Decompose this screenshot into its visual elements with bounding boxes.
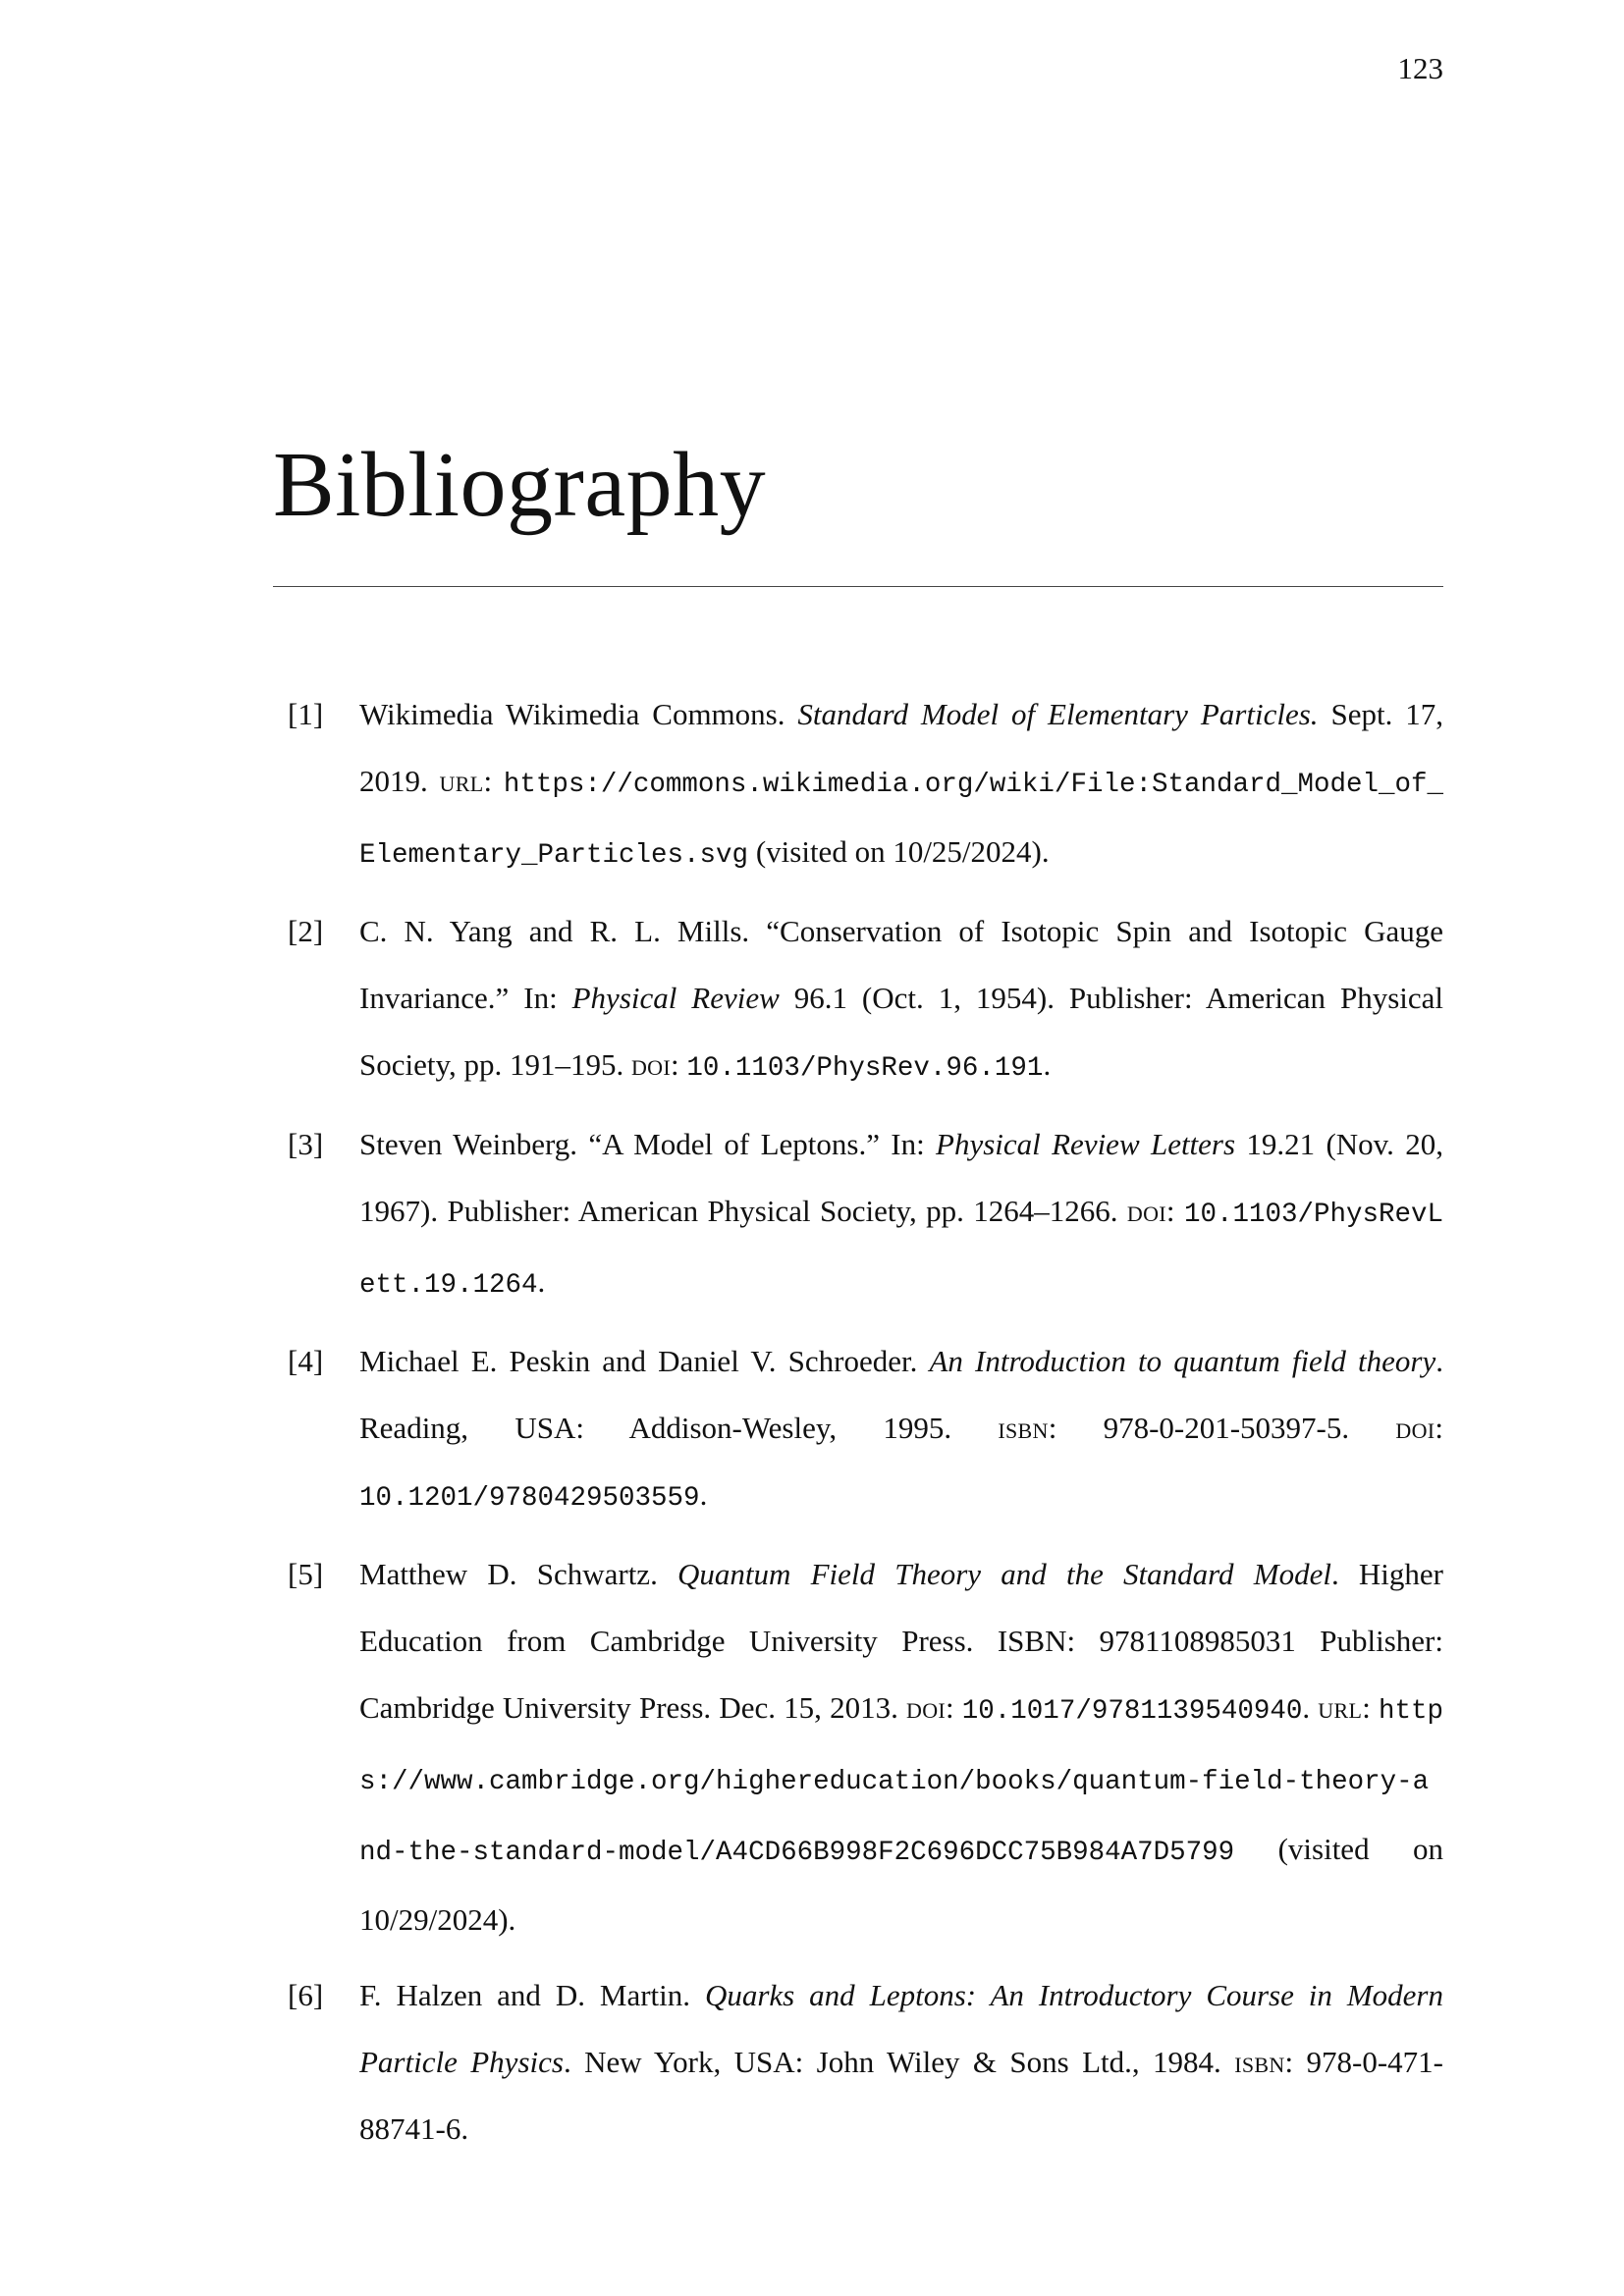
doi-label: doi <box>906 1690 947 1725</box>
bib-url-link[interactable]: https://commons.wikimedia.org/wiki/File:Standard_Model_of_Elementary_Particles.svg <box>359 770 1443 871</box>
bib-authors: Matthew D. Schwartz. <box>359 1557 658 1591</box>
bib-body: F. Halzen and D. Martin. Quarks and Leptons: An Introductory Course in Modern Particle Physics. New York, USA: John Wiley & Sons Ltd., 1984. isbn: 978-0-471-88741-6. <box>359 1978 1444 2146</box>
bib-visited: (visited on 10/29/2024). <box>359 1832 1443 1937</box>
bib-body: Steven Weinberg. “A Model of Leptons.” In: Physical Review Letters 19.21 (Nov. 20, 1967). Publisher: American Physical Society, pp. 1264–1266. doi: 10.1103/PhysRevLett.19.1264. <box>359 1127 1443 1301</box>
bib-in: In: <box>891 1127 925 1161</box>
bib-authors: Wikimedia Wikimedia Commons. <box>359 697 785 731</box>
bib-body: Matthew D. Schwartz. Quantum Field Theory and the Standard Model. Higher Education from Cambridge University Press. ISBN: 9781108985031 Publisher: Cambridge University Press. Dec. 15, 2013. doi: 10.1017/9781139540940. url: https://www.cambridge.org/highereducation/books/quantum-field-theory-and-the-standard-model/A4CD66B998F2C696DCC75B984A7D5799 (visited on 10/29/2024). <box>359 1557 1443 1937</box>
bib-title: Quantum Field Theory and the Standard Model <box>677 1557 1331 1591</box>
bib-title: “A Model of Leptons.” <box>588 1127 880 1161</box>
bib-entry-2 <box>273 898 1443 1102</box>
bib-authors: F. Halzen and D. Martin. <box>359 1978 691 2012</box>
bib-journal: Physical Review Letters <box>936 1127 1236 1161</box>
bib-authors: Steven Weinberg. <box>359 1127 578 1161</box>
isbn-label: isbn <box>1234 2045 1285 2079</box>
url-label: url <box>1318 1690 1363 1725</box>
page-number: 123 <box>1397 51 1443 85</box>
bib-authors: Michael E. Peskin and Daniel V. Schroeder. <box>359 1344 918 1378</box>
bib-title: An Introduction to quantum field theory <box>929 1344 1436 1378</box>
bib-body: C. N. Yang and R. L. Mills. “Conservation of Isotopic Spin and Isotopic Gauge Invariance.” In: Physical Review 96.1 (Oct. 1, 1954). Publisher: American Physical Society, pp. 191–195. doi: 10.1103/PhysRev.96.191. <box>359 914 1444 1084</box>
bib-details: Reading, USA: Addison-Wesley, 1995. <box>359 1411 952 1445</box>
bib-entry-3 <box>273 1111 1443 1319</box>
bib-doi-link[interactable]: 10.1103/PhysRev.96.191 <box>686 1053 1044 1084</box>
bibliography-list <box>273 681 1443 2171</box>
bib-isbn: 978-0-201-50397-5. <box>1103 1411 1350 1445</box>
bib-details: 96.1 (Oct. 1, 1954). Publisher: American Physical Society, pp. 191–195. <box>359 981 1444 1082</box>
bib-body: Michael E. Peskin and Daniel V. Schroeder. An Introduction to quantum field theory. Reading, USA: Addison-Wesley, 1995. isbn: 978-0-201-50397-5. doi: 10.1201/9780429503559. <box>359 1344 1444 1514</box>
bib-title: Quarks and Leptons: An Introductory Course in Modern Particle Physics <box>359 1978 1443 2079</box>
bib-in: In: <box>523 981 558 1015</box>
bib-doi-link[interactable]: 10.1103/PhysRevLett.19.1264 <box>359 1200 1443 1301</box>
bib-details: Higher Education from Cambridge University Press. ISBN: 9781108985031 Publisher: Cambridge University Press. Dec. 15, 2013. <box>359 1557 1443 1725</box>
bib-authors: C. N. Yang and R. L. Mills. <box>359 914 750 948</box>
chapter-title: Bibliography <box>273 434 767 536</box>
bib-visited: (visited on 10/25/2024). <box>755 834 1050 869</box>
bib-entry-6 <box>273 1962 1443 2163</box>
bib-doi-link[interactable]: 10.1201/9780429503559 <box>359 1483 700 1514</box>
bib-label: [1] <box>288 697 324 731</box>
bib-entry-4 <box>273 1328 1443 1532</box>
bib-date: Sept. 17, 2019. <box>359 697 1444 798</box>
bib-journal: Physical Review <box>571 981 780 1015</box>
url-label: url <box>439 764 484 798</box>
bib-label: [3] <box>288 1127 324 1161</box>
bib-title: “Conservation of Isotopic Spin and Isotopic Gauge Invariance.” <box>359 914 1444 1015</box>
bib-details: 19.21 (Nov. 20, 1967). Publisher: American Physical Society, pp. 1264–1266. <box>359 1127 1443 1228</box>
doi-label: doi <box>1395 1411 1435 1445</box>
bib-url-link[interactable]: https://www.cambridge.org/highereducation/books/quantum-field-theory-and-the-standard-model/A4CD66B998F2C696DCC75B984A7D5799 <box>359 1696 1443 1868</box>
bib-label: [5] <box>288 1557 324 1591</box>
bib-label: [2] <box>288 914 324 948</box>
bib-entry-5 <box>273 1541 1443 1953</box>
doi-label: doi <box>630 1047 671 1082</box>
title-rule <box>273 586 1443 587</box>
isbn-label: isbn <box>998 1411 1049 1445</box>
bib-isbn: 978-0-471-88741-6. <box>359 2045 1444 2146</box>
bib-entry-1 <box>273 681 1443 889</box>
doi-label: doi <box>1126 1194 1166 1228</box>
bib-label: [6] <box>288 1978 324 2012</box>
bib-label: [4] <box>288 1344 324 1378</box>
bib-body: Wikimedia Wikimedia Commons. Standard Model of Elementary Particles. Sept. 17, 2019. url: https://commons.wikimedia.org/wiki/File:Standard_Model_of_Elementary_Particles.svg (visited on 10/25/2024). <box>359 697 1444 871</box>
bib-details: New York, USA: John Wiley & Sons Ltd., 1984. <box>584 2045 1221 2079</box>
bib-doi-link[interactable]: 10.1017/9781139540940 <box>961 1696 1303 1727</box>
bib-title: Standard Model of Elementary Particles. <box>797 697 1319 731</box>
